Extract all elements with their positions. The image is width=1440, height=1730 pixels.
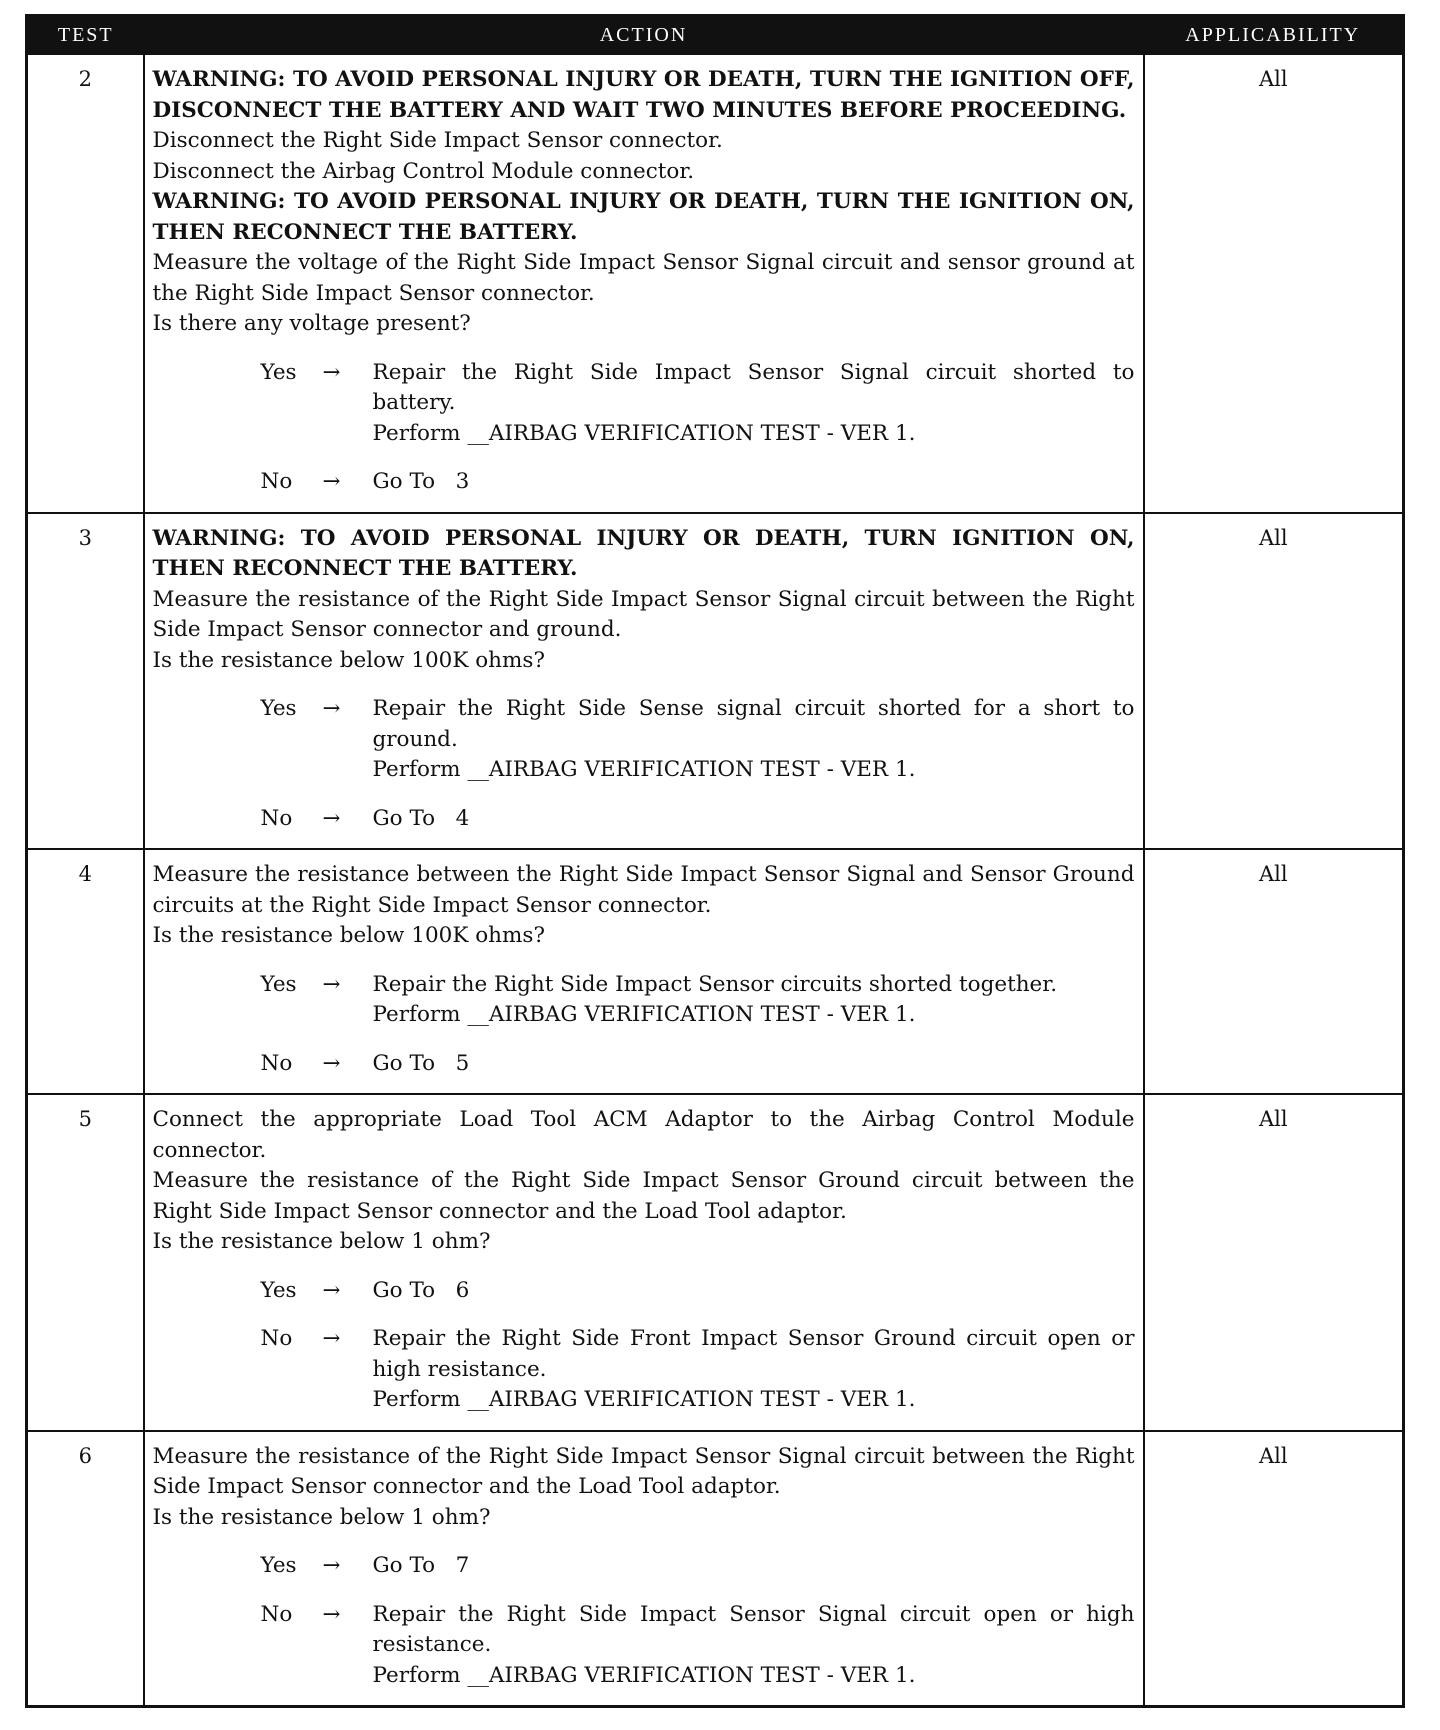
result-text: Go To 3: [372, 469, 470, 494]
result-text: Go To 6: [372, 1277, 470, 1303]
test-number: 3: [27, 513, 144, 850]
outcome-result: [373, 1049, 1135, 1080]
applicability-value: All: [1144, 54, 1404, 513]
arrow-right-icon: →: [322, 1553, 341, 1578]
outcome-no: [260, 1600, 1142, 1692]
test-number: 6: [27, 1431, 144, 1707]
step-text: Connect the appropriate Load Tool ACM Adaptor to the Airbag Control Module connector.: [152, 1107, 1135, 1163]
warning-text: WARNING: TO AVOID PERSONAL INJURY OR DEATH, TURN IGNITION ON, THEN RECONNECT THE BATTERY.: [152, 525, 1135, 581]
answer-label: Yes: [260, 359, 297, 385]
diagnostic-table: [25, 14, 1405, 1708]
result-text: Perform __AIRBAG VERIFICATION TEST - VER 1.: [372, 420, 916, 446]
outcome-yes: [261, 970, 1135, 1031]
answer-label: No: [260, 469, 293, 494]
column-header-test: TEST: [27, 16, 144, 55]
step-text: Disconnect the Airbag Control Module connector.: [152, 158, 695, 184]
outcome-result: [373, 804, 1135, 835]
action-cell: [144, 513, 1144, 850]
result-text: Go To 4: [372, 805, 470, 831]
answer-label: Yes: [260, 1553, 297, 1578]
table-body: [27, 54, 1404, 1707]
answer-label: No: [260, 805, 293, 831]
step-text: Measure the resistance of the Right Side Impact Sensor Signal circuit between the Right Side Impact Sensor connector and ground.: [152, 586, 1135, 642]
action-cell: [144, 1094, 1144, 1431]
result-text: Repair the Right Side Front Impact Sensor Ground circuit open or high resistance.: [372, 1326, 1142, 1382]
applicability-value: All: [1144, 1094, 1404, 1431]
action-cell: [144, 54, 1144, 513]
step-text: Is the resistance below 1 ohm?: [152, 1504, 491, 1530]
answer-label: Yes: [260, 696, 297, 721]
outcome-yes: [261, 1276, 1135, 1307]
result-text: Go To 5: [372, 1050, 470, 1076]
warning-text: WARNING: TO AVOID PERSONAL INJURY OR DEATH, TURN THE IGNITION ON, THEN RECONNECT THE BATTERY.: [152, 189, 1135, 245]
header-row: [27, 16, 1404, 55]
step-text: Disconnect the Right Side Impact Sensor connector.: [152, 128, 723, 153]
applicability-value: All: [1144, 513, 1404, 850]
outcome-result: [373, 970, 1135, 1031]
result-text: Perform __AIRBAG VERIFICATION TEST - VER 1.: [372, 1387, 916, 1412]
column-header-action: ACTION: [144, 16, 1144, 55]
result-text: Repair the Right Side Impact Sensor Signal circuit shorted to battery.: [372, 359, 1142, 415]
table-row: [27, 54, 1404, 513]
test-number: 5: [27, 1094, 144, 1431]
arrow-right-icon: →: [322, 1601, 341, 1627]
step-text: Is the resistance below 100K ohms?: [152, 923, 545, 948]
test-number: 4: [27, 849, 144, 1094]
outcome-result: [373, 1551, 1135, 1582]
result-text: Perform __AIRBAG VERIFICATION TEST - VER 1.: [372, 757, 916, 782]
step-text: Measure the resistance of the Right Side Impact Sensor Signal circuit between the Right Side Impact Sensor connector and the Load Tool adaptor.: [152, 1443, 1135, 1499]
answer-label: No: [260, 1601, 293, 1627]
outcome-no: [260, 1324, 1142, 1416]
outcome-no: [261, 804, 1135, 835]
result-text: Perform __AIRBAG VERIFICATION TEST - VER 1.: [372, 1002, 916, 1027]
applicability-value: All: [1144, 849, 1404, 1094]
arrow-right-icon: →: [322, 469, 341, 494]
arrow-right-icon: →: [322, 359, 341, 385]
outcome-result: [372, 1324, 1142, 1416]
outcome-result: [373, 467, 1135, 498]
answer-label: No: [260, 1050, 293, 1076]
result-text: Repair the Right Side Sense signal circuit shorted for a short to ground.: [372, 696, 1142, 752]
arrow-right-icon: →: [322, 805, 341, 831]
step-text: Measure the resistance of the Right Side Impact Sensor Ground circuit between the Right Side Impact Sensor connector and the Load Tool adaptor.: [152, 1168, 1135, 1224]
answer-label: Yes: [260, 1277, 297, 1303]
diagnostic-page: [25, 14, 1402, 1708]
action-cell: [144, 1431, 1144, 1707]
arrow-right-icon: →: [322, 1050, 341, 1076]
outcome-yes: [261, 1551, 1135, 1582]
step-text: Measure the resistance between the Right Side Impact Sensor Signal and Sensor Ground circuits at the Right Side Impact Sensor connector.: [152, 862, 1135, 918]
column-header-applicability: APPLICABILITY: [1144, 16, 1404, 55]
outcome-no: [261, 1049, 1135, 1080]
result-text: Repair the Right Side Impact Sensor Signal circuit open or high resistance.: [372, 1601, 1142, 1657]
action-cell: [144, 849, 1144, 1094]
step-text: Is the resistance below 100K ohms?: [152, 647, 545, 673]
table-row: [27, 1094, 1404, 1431]
arrow-right-icon: →: [322, 696, 341, 721]
arrow-right-icon: →: [322, 1326, 341, 1351]
step-text: Is the resistance below 1 ohm?: [152, 1229, 491, 1254]
applicability-value: All: [1144, 1431, 1404, 1707]
result-text: Go To 7: [372, 1553, 470, 1578]
answer-label: Yes: [260, 971, 297, 997]
result-text: Perform __AIRBAG VERIFICATION TEST - VER 1.: [372, 1662, 916, 1688]
step-text: Measure the voltage of the Right Side Impact Sensor Signal circuit and sensor ground at the Right Side Impact Sensor connector.: [152, 250, 1135, 306]
arrow-right-icon: →: [322, 1277, 341, 1303]
outcome-no: [261, 467, 1135, 498]
table-row: [27, 849, 1404, 1094]
answer-label: No: [260, 1326, 293, 1351]
arrow-right-icon: →: [322, 971, 341, 997]
outcome-result: [372, 1600, 1142, 1692]
test-number: 2: [27, 54, 144, 513]
table-row: [27, 513, 1404, 850]
outcome-result: [372, 694, 1142, 786]
result-text: Repair the Right Side Impact Sensor circuits shorted together.: [372, 971, 1058, 997]
outcome-yes: [260, 358, 1142, 450]
outcome-result: [372, 358, 1142, 450]
step-text: Is there any voltage present?: [152, 311, 471, 336]
warning-text: WARNING: TO AVOID PERSONAL INJURY OR DEATH, TURN THE IGNITION OFF, DISCONNECT THE BATTERY AND WAIT TWO MINUTES BEFORE PROCEEDING.: [152, 67, 1135, 123]
outcome-yes: [260, 694, 1142, 786]
outcome-result: [373, 1276, 1135, 1307]
table-row: [27, 1431, 1404, 1707]
